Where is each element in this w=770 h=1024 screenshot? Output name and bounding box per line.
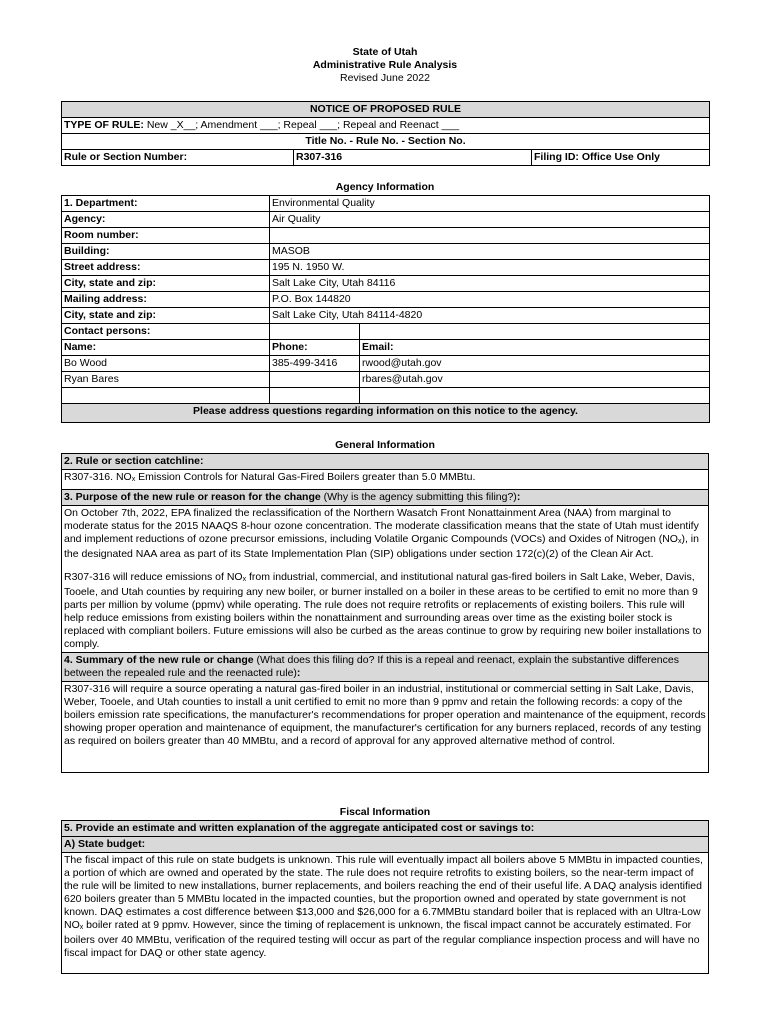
- q5-label: 5. Provide an estimate and written explanation of the aggregate anticipated cost or savings to:: [62, 821, 709, 837]
- q2-label: 2. Rule or section catchline:: [62, 454, 709, 470]
- fiscal-heading: Fiscal Information: [339, 806, 431, 818]
- agency-row: [62, 292, 710, 308]
- agency-field-value: 195 N. 1950 W.: [270, 260, 710, 276]
- analysis-title: Administrative Rule Analysis: [312, 59, 458, 71]
- q2-text-b: Emission Controls for Natural Gas-Fired Boilers greater than 5.0 MMBtu.: [135, 471, 476, 483]
- col-name: Name:: [62, 340, 270, 356]
- state-budget-text-a: The fiscal impact of this rule on state budgets is unknown. This rule will eventually impact all boilers above 5 MMBtu in impacted counties, a portion of which are owned and operated by the state. The rule does not require retrofits to existing boilers, so the near-term impact of the rule will be limited to new installations, burner replacements, and boilers reaching the end of their useful life. A DAQ analysis identified 620 boilers greater than 5 MMBtu located in the impacted counties, but the proportion owned and operated by state government is not known. DAQ estimates a cost difference between $13,000 and $26,000 for a 6.7MMBtu standard boiler that is replaced with an Ultra-Low NO: [64, 854, 703, 931]
- contact-phone: [270, 372, 360, 388]
- agency-field-label: 1. Department:: [62, 196, 270, 212]
- fiscal-table: [61, 820, 709, 974]
- filing-id: Filing ID: Office Use Only: [532, 150, 710, 166]
- title-number-label: Title No. - Rule No. - Section No.: [62, 134, 710, 150]
- agency-field-label: Room number:: [62, 228, 270, 244]
- q3-p2-b: from industrial, commercial, and institutional natural gas-fired boilers in Salt Lake, Weber, Davis, Tooele, and Utah counties by requiring any new boiler, or burner installed on a boiler in these areas to be certified to emit no more than 9 parts per million by volume (ppmv) while operating. The rule does not require retrofits or replacements of existing boilers. This rule will help reduce emissions from existing boilers within the nonattainment and surrounding areas over time as the existing boiler stock is replaced with compliant boilers. Future emissions will also be curbed as the areas continue to grow by requiring new boiler installations to comply.: [64, 571, 702, 650]
- q4-label-bold: 4. Summary of the new rule or change: [64, 654, 254, 666]
- rule-number-label: Rule or Section Number:: [62, 150, 294, 166]
- notice-title: NOTICE OF PROPOSED RULE: [62, 102, 710, 118]
- contact-name: Bo Wood: [62, 356, 270, 372]
- q3-p2-a: R307-316 will reduce emissions of NO: [64, 571, 243, 583]
- address-note: Please address questions regarding information on this notice to the agency.: [62, 404, 710, 423]
- agency-field-value: Air Quality: [270, 212, 710, 228]
- q2-sub: x: [131, 476, 136, 483]
- contacts-blank: [360, 324, 710, 340]
- agency-table: [61, 195, 710, 423]
- q3-paragraph-2: [64, 571, 706, 651]
- col-phone: Phone:: [270, 340, 360, 356]
- notice-table: [61, 101, 710, 166]
- agency-field-label: Building:: [62, 244, 270, 260]
- contact-row: [62, 356, 710, 372]
- contact-email: rwood@utah.gov: [360, 356, 710, 372]
- agency-row: [62, 228, 710, 244]
- state-budget-text-b: boiler rated at 9 ppmv. However, since the timing of replacement is unknown, the fiscal impact cannot be accurately estimated. For boilers over 40 MMBtu, verification of the required testing will occur as part of the regular compliance inspection process and will have no fiscal impact for DAQ or other state agency.: [64, 919, 700, 959]
- contact-phone: 385-499-3416: [270, 356, 360, 372]
- state-budget-label: A) State budget:: [62, 837, 709, 853]
- general-heading: General Information: [335, 439, 435, 451]
- q2-answer: [62, 470, 709, 490]
- q4-colon: :: [296, 667, 301, 679]
- agency-row: [62, 244, 710, 260]
- empty-cell: [270, 388, 360, 404]
- general-table: [61, 453, 709, 773]
- contacts-blank: [270, 324, 360, 340]
- agency-row: [62, 196, 710, 212]
- q3-label: [62, 490, 709, 506]
- agency-heading: Agency Information: [335, 181, 435, 193]
- document-header: [61, 46, 709, 85]
- state-budget-sub: x: [79, 924, 84, 931]
- agency-field-label: City, state and zip:: [62, 308, 270, 324]
- agency-field-value: MASOB: [270, 244, 710, 260]
- contacts-row: [62, 324, 710, 340]
- q4-answer: R307-316 will require a source operating a natural gas-fired boiler in an industrial, institutional or commercial setting in Salt Lake, Davis, Weber, Tooele, and Utah counties to install a unit certified to emit no more than 9 ppmv and retain the following records: a copy of the boilers emission rate specifications, the manufacturer's recommendations for proper operation and maintenance of the equipment, records showing proper operation and maintenance of equipment, the manufacturer's certification for any burners replaced, records of any testing as required on boilers greater than 40 MMBtu, and a record of approval for any approved alternative method of control.: [62, 682, 709, 773]
- q3-p1-sub: x: [677, 538, 682, 545]
- q3-paragraph-1: [64, 507, 706, 561]
- agency-field-value: Salt Lake City, Utah 84114-4820: [270, 308, 710, 324]
- q3-p1-a: On October 7th, 2022, EPA finalized the reclassification of the Northern Wasatch Front Nonattainment Area (NAA) from marginal to moderate status for the 2015 NAAQS 8-hour ozone concentration. The moderate classification means that the state of Utah must identify and implement reductions of ozone precursor emissions, including Volatile Organic Compounds (VOCs) and Oxides of Nitrogen (NO: [64, 507, 699, 545]
- agency-row: [62, 212, 710, 228]
- agency-field-label: City, state and zip:: [62, 276, 270, 292]
- contacts-header-row: [62, 340, 710, 356]
- q3-label-normal: (Why is the agency submitting this filing?): [320, 491, 517, 503]
- contacts-label: Contact persons:: [62, 324, 270, 340]
- type-of-rule-options: New _X__; Amendment ___; Repeal ___; Repeal and Reenact ___: [146, 119, 460, 131]
- col-email: Email:: [360, 340, 710, 356]
- q3-p1-b: ), in the designated NAA area as part of its State Implementation Plan (SIP) obligations under section 172(c)(2) of the Clean Air Act.: [64, 533, 699, 560]
- agency-field-value: P.O. Box 144820: [270, 292, 710, 308]
- q4-label-normal: (What does this filing do? If this is a repeal and reenact, explain the substantive differences between the repealed rule and the reenacted rule): [64, 654, 679, 679]
- state-title: State of Utah: [352, 46, 418, 58]
- state-budget-answer: [62, 853, 709, 974]
- q2-text-a: R307-316. NO: [64, 471, 132, 483]
- q3-answer: [62, 506, 709, 653]
- empty-cell: [360, 388, 710, 404]
- contact-name: Ryan Bares: [62, 372, 270, 388]
- revision-date: Revised June 2022: [340, 72, 430, 84]
- agency-row: [62, 260, 710, 276]
- q3-p2-sub: x: [242, 576, 247, 583]
- agency-row: [62, 276, 710, 292]
- agency-row: [62, 308, 710, 324]
- address-note-row: [62, 404, 710, 423]
- empty-cell: [62, 388, 270, 404]
- q3-label-bold: 3. Purpose of the new rule or reason for the change: [64, 491, 321, 503]
- agency-field-label: Street address:: [62, 260, 270, 276]
- agency-field-value: Environmental Quality: [270, 196, 710, 212]
- agency-field-label: Mailing address:: [62, 292, 270, 308]
- q4-label: [62, 653, 709, 682]
- agency-field-label: Agency:: [62, 212, 270, 228]
- rule-number-value: R307-316: [294, 150, 532, 166]
- contact-email: rbares@utah.gov: [360, 372, 710, 388]
- contacts-empty-row: [62, 388, 710, 404]
- contact-row: [62, 372, 710, 388]
- q3-colon: :: [516, 491, 521, 503]
- type-of-rule-row: [62, 118, 710, 134]
- agency-field-value: [270, 228, 710, 244]
- agency-field-value: Salt Lake City, Utah 84116: [270, 276, 710, 292]
- type-of-rule-label: TYPE OF RULE:: [64, 119, 144, 131]
